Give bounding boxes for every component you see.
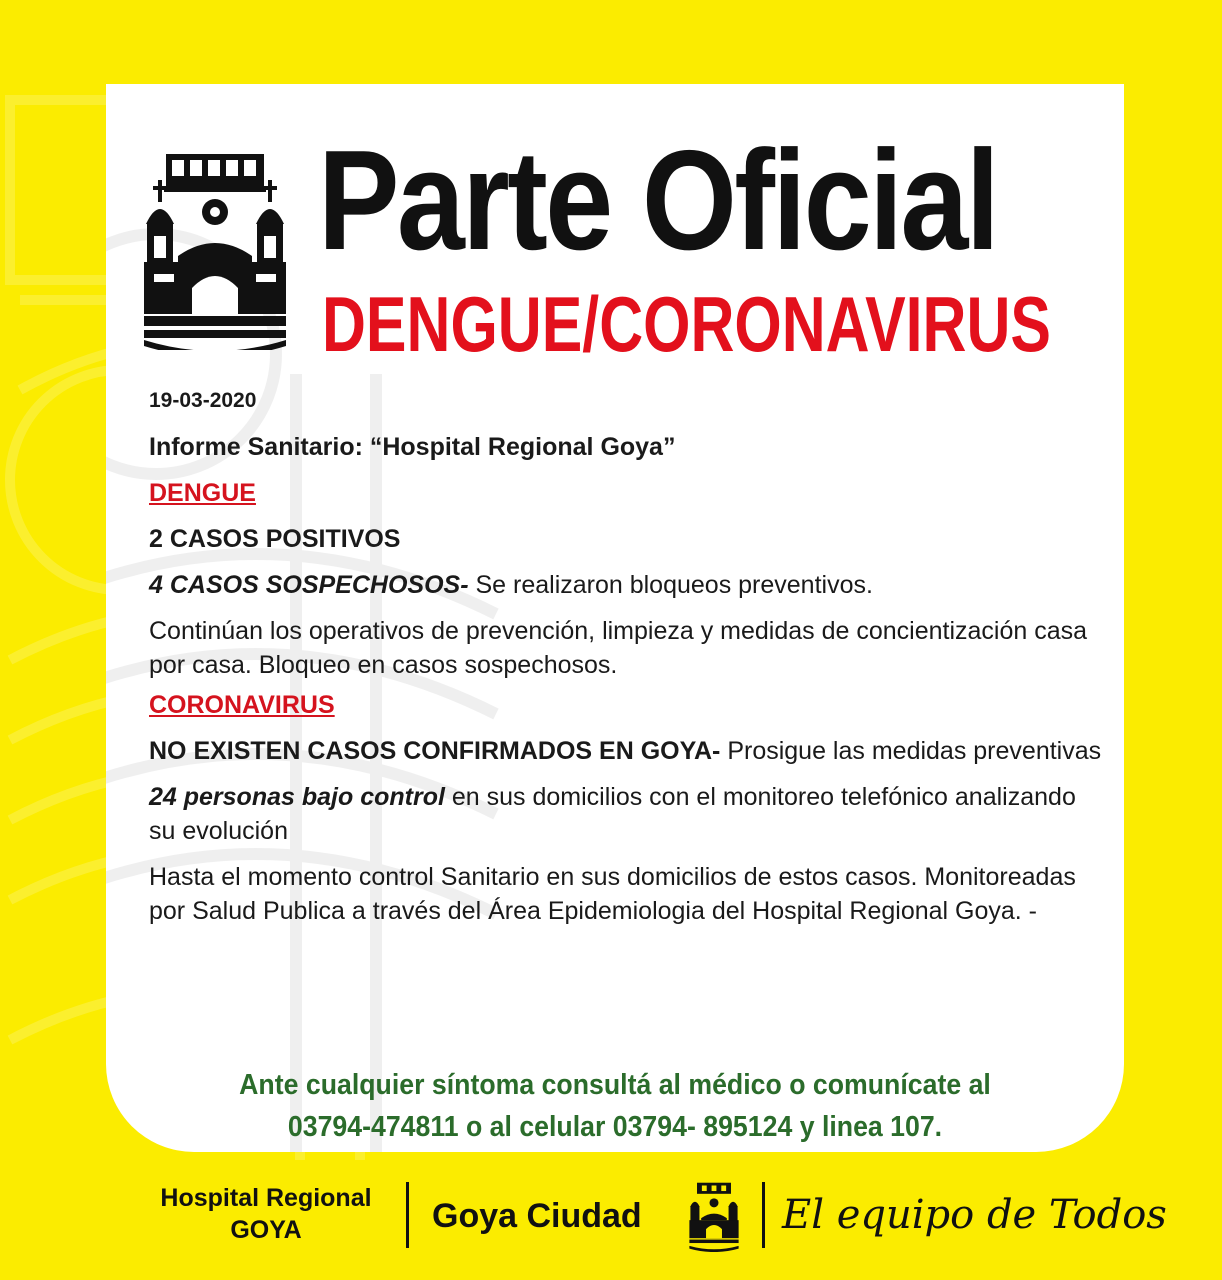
contact-line-1: Ante cualquier síntoma consultá al médico o comunícate al bbox=[239, 1069, 991, 1101]
report-date: 19-03-2020 bbox=[149, 389, 257, 412]
dengue-operativos: Continúan los operativos de prevención, limpieza y medidas de concientización casa por casa. Bloqueo en casos sospechosos. bbox=[149, 617, 1088, 679]
coronavirus-control-text: en sus domicilios con el monitoreo telefónico analizando su evolución bbox=[149, 783, 1076, 845]
report-body bbox=[149, 384, 1109, 940]
contact-line-2: 03794-474811 o al celular 03794- 895124 y linea 107. bbox=[287, 1111, 943, 1143]
coronavirus-control-lead: 24 personas bajo control bbox=[149, 783, 445, 811]
dengue-positivos: 2 CASOS POSITIVOS bbox=[149, 525, 401, 553]
footer-city: Goya Ciudad bbox=[432, 1197, 642, 1235]
footer-slogan: El equipo de Todos bbox=[782, 1192, 1167, 1238]
dengue-sospechosos-text: Se realizaron bloqueos preventivos. bbox=[468, 571, 873, 599]
footer-hospital bbox=[146, 1182, 386, 1246]
footer bbox=[0, 1170, 1222, 1280]
coronavirus-no-casos-lead: NO EXISTEN CASOS CONFIRMADOS EN GOYA- bbox=[149, 737, 721, 765]
dengue-sospechosos bbox=[149, 568, 1109, 602]
coronavirus-no-casos-text: Prosigue las medidas preventivas bbox=[720, 737, 1102, 765]
goya-crest-icon bbox=[688, 1180, 740, 1252]
footer-hospital-line1: Hospital Regional bbox=[160, 1184, 372, 1212]
coronavirus-no-casos bbox=[149, 734, 1109, 768]
page-subtitle: DENGUE/CORONAVIRUS bbox=[322, 280, 1052, 368]
report-source: Informe Sanitario: “Hospital Regional Goya” bbox=[149, 433, 676, 461]
coronavirus-heading: CORONAVIRUS bbox=[149, 691, 335, 719]
page-title: Parte Oficial bbox=[318, 121, 998, 280]
coronavirus-hasta: Hasta el momento control Sanitario en sus domicilios de estos casos. Monitoreadas por Salud Publica a través del Área Epidemiologia del Hospital Regional Goya. - bbox=[149, 863, 1076, 925]
report-card bbox=[106, 84, 1124, 1152]
footer-divider bbox=[406, 1182, 409, 1248]
contact-notice bbox=[147, 1064, 1084, 1148]
footer-hospital-line2: GOYA bbox=[230, 1216, 302, 1244]
dengue-heading: DENGUE bbox=[149, 479, 256, 507]
goya-crest-icon bbox=[140, 150, 290, 350]
coronavirus-control bbox=[149, 780, 1109, 848]
footer-divider bbox=[762, 1182, 765, 1248]
dengue-sospechosos-lead: 4 CASOS SOSPECHOSOS- bbox=[149, 571, 469, 599]
